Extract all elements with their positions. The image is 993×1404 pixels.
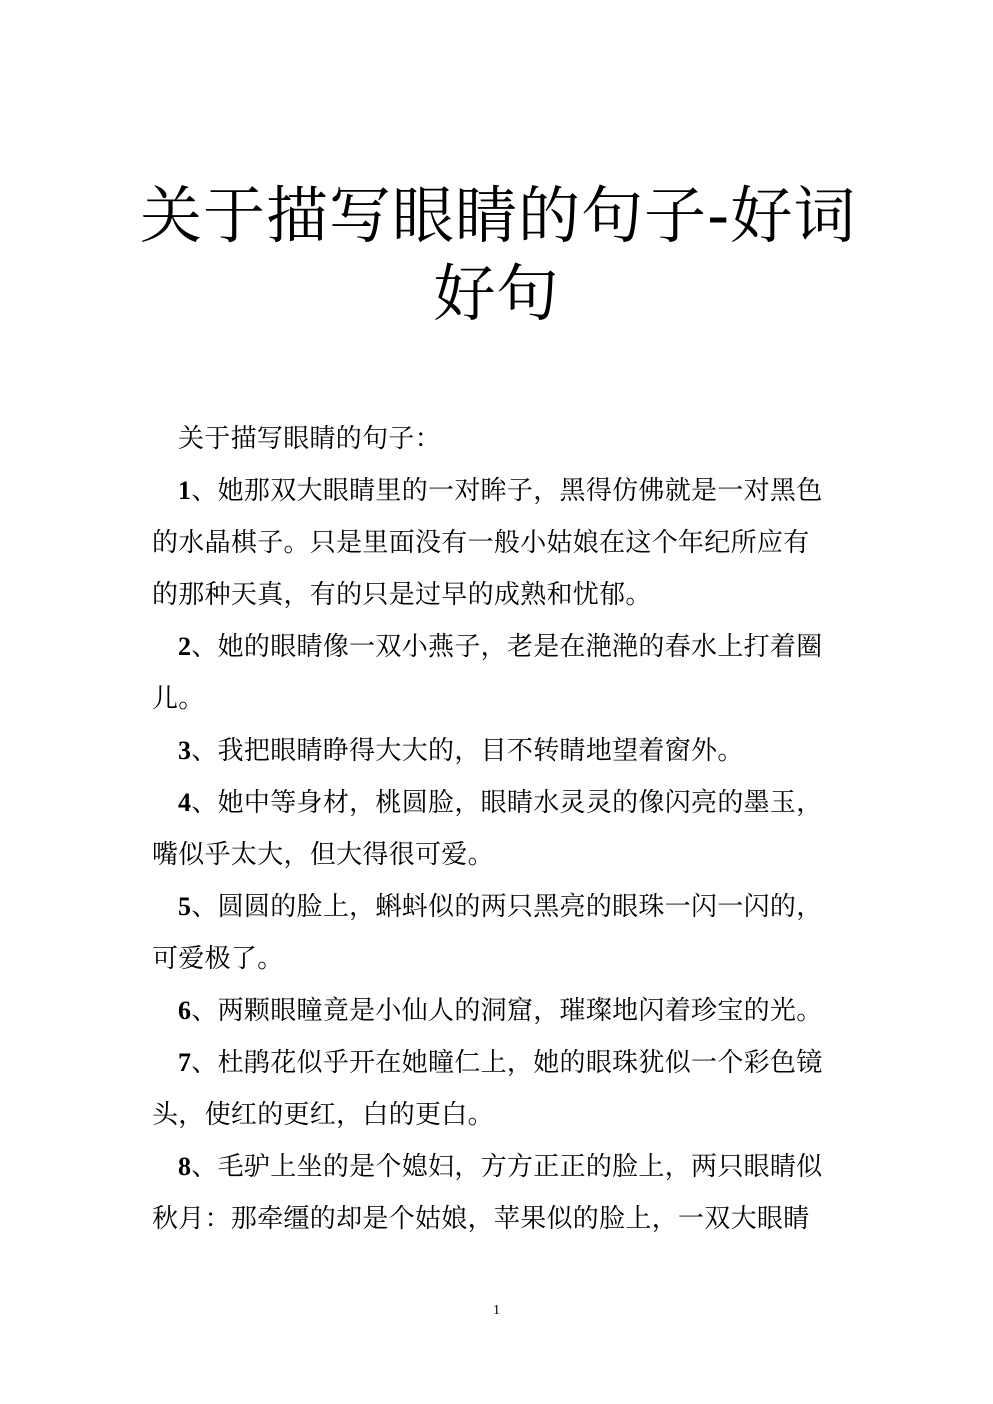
- item-number: 2: [178, 632, 192, 661]
- list-item-6-line-1: [178, 994, 868, 1028]
- item-text: 、毛驴上坐的是个媳妇，方方正正的脸上，两只眼睛似: [191, 1152, 823, 1182]
- item-text: 、我把眼睛睁得大大的，目不转睛地望着窗外。: [191, 736, 744, 766]
- item-number: 1: [178, 476, 192, 505]
- item-number: 7: [178, 1048, 192, 1077]
- item-text: 、她中等身材，桃圆脸，眼睛水灵灵的像闪亮的墨玉，: [191, 788, 823, 818]
- document-title-line-1: 关于描写眼睛的句子-好词: [140, 179, 857, 252]
- list-item-4-line-1: [178, 786, 868, 820]
- list-item-5-line-2: 可爱极了。: [152, 944, 284, 974]
- item-text: 、圆圆的脸上，蝌蚪似的两只黑亮的眼珠一闪一闪的，: [191, 892, 823, 922]
- list-item-2-line-2: 儿。: [152, 684, 205, 714]
- item-text: 、她的眼睛像一双小燕子，老是在滟滟的春水上打着圈: [191, 632, 823, 662]
- item-number: 8: [178, 1152, 192, 1181]
- list-item-7-line-1: [178, 1046, 868, 1080]
- list-item-8-line-2: 秋月：那牵缰的却是个姑娘，苹果似的脸上，一双大眼睛: [152, 1204, 810, 1234]
- item-text: 、杜鹃花似乎开在她瞳仁上，她的眼珠犹似一个彩色镜: [191, 1048, 823, 1078]
- item-text: 、她那双大眼睛里的一对眸子，黑得仿佛就是一对黑色: [191, 476, 823, 506]
- page-number: 1: [493, 1303, 500, 1318]
- item-number: 3: [178, 736, 192, 765]
- document-title-line-2: 好句: [433, 257, 560, 330]
- item-number: 6: [178, 996, 192, 1025]
- list-item-2-line-1: [178, 630, 868, 664]
- list-item-1-line-2: 的水晶棋子。只是里面没有一般小姑娘在这个年纪所应有: [152, 528, 810, 558]
- intro-paragraph: 关于描写眼睛的句子：: [178, 424, 442, 454]
- list-item-1-line-3: 的那种天真，有的只是过早的成熟和忧郁。: [152, 580, 652, 610]
- list-item-1-line-1: [178, 474, 868, 508]
- item-text: 、两颗眼瞳竟是小仙人的洞窟，璀璨地闪着珍宝的光。: [191, 996, 823, 1026]
- list-item-3-line-1: [178, 734, 868, 768]
- list-item-8-line-1: [178, 1150, 868, 1184]
- list-item-5-line-1: [178, 890, 868, 924]
- item-number: 4: [178, 788, 192, 817]
- list-item-4-line-2: 嘴似乎太大，但大得很可爱。: [152, 840, 494, 870]
- item-number: 5: [178, 892, 192, 921]
- list-item-7-line-2: 头，使红的更红，白的更白。: [152, 1100, 494, 1130]
